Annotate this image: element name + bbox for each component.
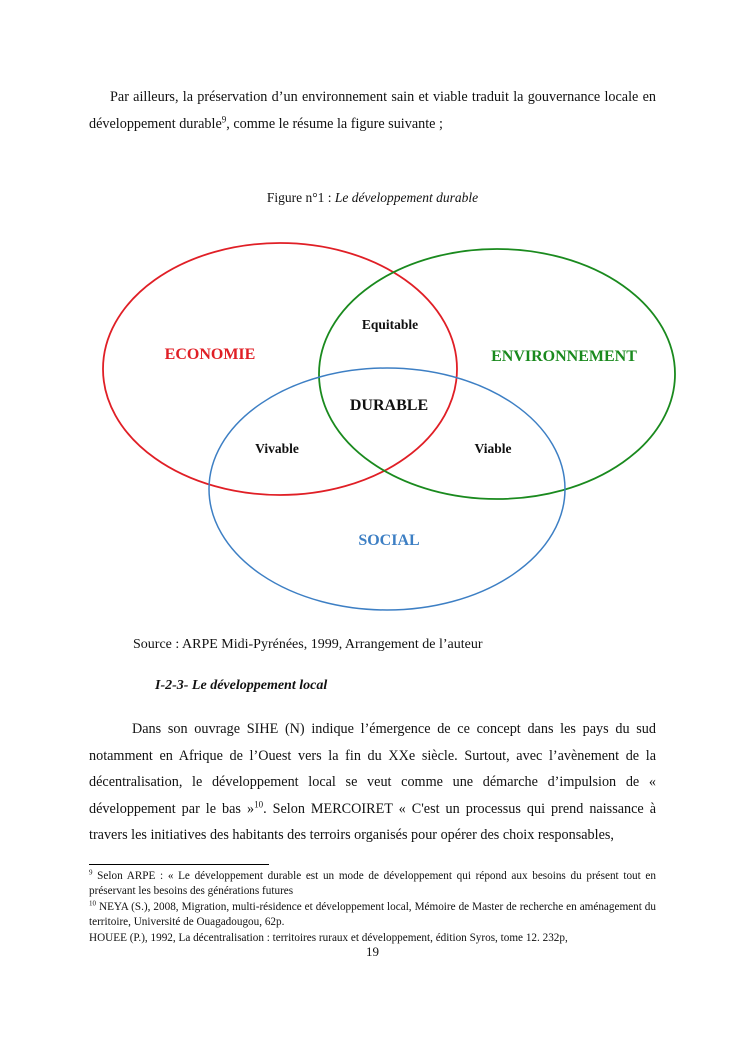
- footnote-separator: [89, 864, 269, 865]
- figure-caption-prefix: Figure n°1 :: [266, 190, 335, 205]
- body-text-end: . Selon MERCOIRET « C'est un processus qui prend naissance à travers les initiatives des habitants des terroirs organisés pour opérer des choix responsables,: [89, 800, 657, 843]
- label-social: SOCIAL: [358, 532, 420, 549]
- intro-text-end: , comme le résume la figure suivante ;: [226, 115, 443, 132]
- label-environnement: ENVIRONNEMENT: [491, 348, 637, 365]
- footnote-ref-9[interactable]: 9: [221, 113, 227, 124]
- footnote-text: HOUEE (P.), 1992, La décentralisation : territoires ruraux et développement, édition Syros, tome 12. 232p,: [89, 931, 568, 944]
- environnement-circle: [319, 249, 675, 499]
- body-text: Dans son ouvrage SIHE (N) indique l’émergence de ce concept dans les pays du sud notamment en Afrique de l’Ouest vers la fin du XXe siècle. Surtout, avec l’avènement de la décentralisation, le développement local se veut comme une démarche d’impulsion de « développement par le bas »: [89, 721, 656, 817]
- footnote-9: [89, 869, 656, 900]
- footnote-ref-10[interactable]: 10: [254, 798, 264, 809]
- footnotes: [89, 869, 656, 946]
- figure-source: Source : ARPE Midi-Pyrénées, 1999, Arrangement de l’auteur: [133, 637, 483, 652]
- figure-caption: [0, 190, 745, 206]
- label-vivable: Vivable: [255, 441, 299, 456]
- figure-caption-title: Le développement durable: [334, 190, 479, 205]
- intro-text: Par ailleurs, la préservation d’un environnement sain et viable traduit la gouvernance locale en développement durable: [89, 89, 656, 132]
- footnote-number: 10: [89, 899, 96, 908]
- label-economie: ECONOMIE: [164, 346, 256, 363]
- label-equitable: Equitable: [361, 317, 419, 332]
- footnote-10: [89, 900, 656, 931]
- footnote-text: Selon ARPE : « Le développement durable est un mode de développement qui répond aux besoins du présent tout en préservant les besoins des générations futures: [89, 870, 656, 898]
- body-paragraph: [89, 716, 656, 849]
- venn-diagram: [0, 230, 745, 615]
- footnote-text: NEYA (S.), 2008, Migration, multi-résidence et développement local, Mémoire de Master de recherche en aménagement du territoire, Université de Ouagadougou, 62p.: [89, 900, 656, 929]
- section-heading: I-2-3- Le développement local: [155, 678, 328, 693]
- label-viable: Viable: [474, 441, 512, 456]
- page-number: 19: [366, 944, 379, 959]
- label-durable: DURABLE: [349, 397, 429, 414]
- footnote-number: 9: [89, 868, 93, 877]
- intro-paragraph: [89, 84, 656, 137]
